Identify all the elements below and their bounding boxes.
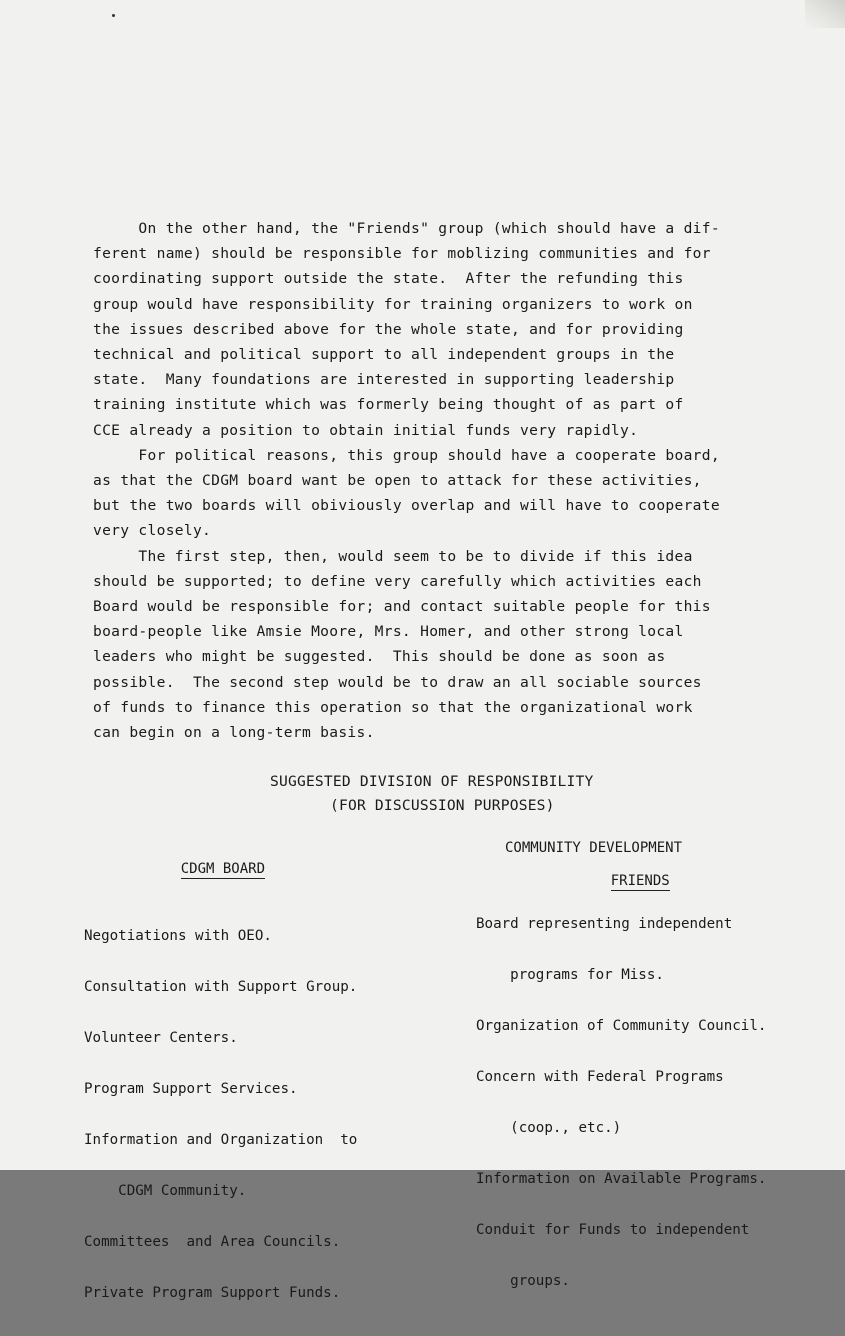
left-column-heading: [147, 845, 265, 893]
text-line: group would have responsibility for training organizers to work on: [93, 295, 693, 313]
text-line: leaders who might be suggested. This should be done as soon as: [93, 648, 666, 666]
friends-heading: FRIENDS: [610, 873, 670, 889]
list-item: Private Program Support Funds.: [84, 1285, 341, 1301]
right-column-heading-line1: COMMUNITY DEVELOPMENT: [505, 840, 683, 856]
text-line: board-people like Amsie Moore, Mrs. Homer, and other strong local: [93, 623, 684, 641]
text-line: CCE already a position to obtain initial funds very rapidly.: [93, 421, 639, 439]
section-subtitle: (FOR DISCUSSION PURPOSES): [330, 797, 555, 814]
text-line: as that the CDGM board want be open to attack for these activities,: [93, 472, 702, 490]
text-line: the issues described above for the whole state, and for providing: [93, 320, 684, 338]
list-item: Volunteer Centers.: [84, 1030, 238, 1046]
text-line: The first step, then, would seem to be to divide if this idea: [93, 547, 693, 565]
text-line: coordinating support outside the state. After the refunding this: [93, 270, 684, 288]
text-line: On the other hand, the "Friends" group (which should have a dif-: [93, 220, 720, 237]
text-line: can begin on a long-term basis.: [93, 724, 375, 742]
list-item: Program Support Services.: [84, 1081, 298, 1097]
list-item: Consultation with Support Group.: [84, 979, 358, 995]
cdgm-board-heading: CDGM BOARD: [180, 861, 266, 877]
paragraph-first-step: [93, 544, 813, 746]
text-line: possible. The second step would be to draw an all sociable sources: [93, 673, 702, 691]
cdgm-board-list: [84, 894, 357, 1336]
body-text: [93, 216, 813, 745]
list-item: (coop., etc.): [476, 1120, 622, 1136]
list-item: Board representing independent: [476, 916, 733, 932]
list-item: groups.: [476, 1273, 570, 1289]
list-item: Organization of Community Council.: [476, 1018, 767, 1034]
text-line: For political reasons, this group should have a cooperate board,: [93, 446, 720, 464]
section-title: SUGGESTED DIVISION OF RESPONSIBILITY: [270, 773, 594, 790]
page-corner-fold: [805, 0, 845, 28]
list-item: Conduit for Funds to independent: [476, 1222, 750, 1238]
text-line: of funds to finance this operation so that the organizational work: [93, 698, 693, 716]
list-item: Information and Organization to: [84, 1132, 358, 1148]
paragraph-friends-group: [93, 216, 813, 443]
list-item: Information on Available Programs.: [476, 1171, 767, 1187]
list-item: CDGM Community.: [84, 1183, 247, 1199]
list-item: Negotiations with OEO.: [84, 928, 272, 944]
text-line: state. Many foundations are interested in supporting leadership: [93, 371, 675, 389]
friends-list: [476, 882, 766, 1324]
text-line: ferent name) should be responsible for moblizing communities and for: [93, 245, 711, 263]
list-item: programs for Miss.: [476, 967, 664, 983]
text-line: very closely.: [93, 522, 212, 540]
text-line: should be supported; to define very carefully which activities each: [93, 572, 702, 590]
paragraph-political-reasons: [93, 443, 813, 544]
list-item: Committees and Area Councils.: [84, 1234, 341, 1250]
ink-speck: [112, 14, 115, 17]
text-line: but the two boards will obiviously overlap and will have to cooperate: [93, 497, 720, 515]
text-line: technical and political support to all independent groups in the: [93, 346, 675, 364]
text-line: training institute which was formerly being thought of as part of: [93, 396, 684, 414]
text-line: Board would be responsible for; and contact suitable people for this: [93, 598, 711, 616]
list-item: Concern with Federal Programs: [476, 1069, 724, 1085]
